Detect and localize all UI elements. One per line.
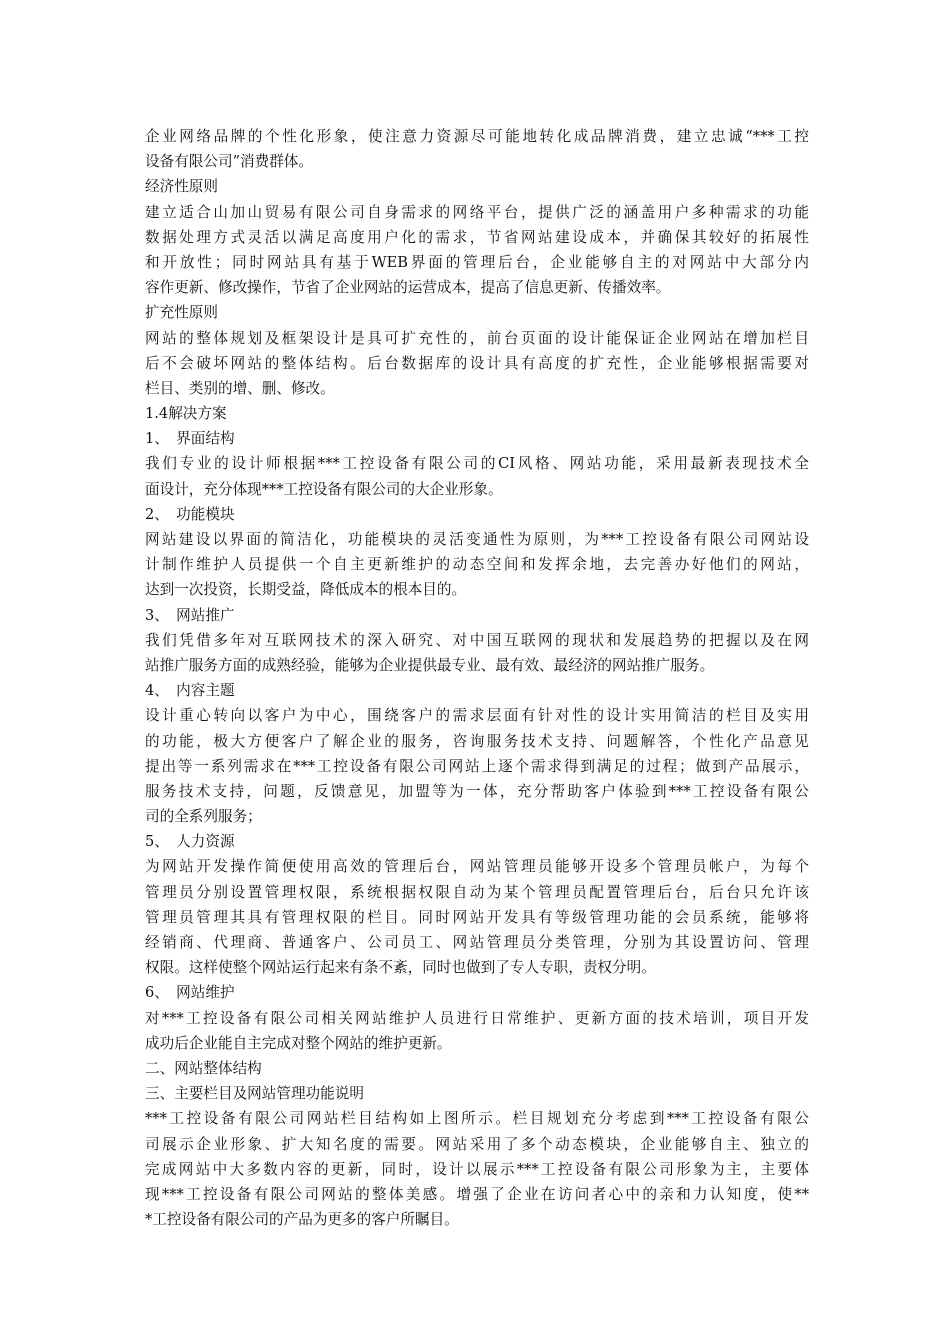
text-line: 站推广服务方面的成熟经验，能够为企业提供最专业、最有效、最经济的网站推广服务。 [145,656,715,674]
text-line: 网站建设以界面的简洁化，功能模块的灵活变通性为原则，为***工控设备有限公司网站设 [145,531,809,548]
text-line: 管理员分别设置管理权限，系统根据权限自动为某个管理员配置管理后台，后台只允许该 [145,883,809,901]
text-line: 为网站开发操作简便使用高效的管理后台，网站管理员能够开设多个管理员帐户，为每个 [145,858,809,876]
text-line: 服务技术支持，问题，反馈意见，加盟等为一体，充分帮助客户体验到***工控设备有限公 [145,782,809,800]
text-line: 4、 内容主题 [145,682,235,700]
text-line: 设计重心转向以客户为中心，围绕客户的需求层面有针对性的设计实用简洁的栏目及实用 [145,707,809,725]
text-line: 数据处理方式灵活以满足高度用户化的需求，节省网站建设成本，并确保其较好的拓展性 [145,228,809,246]
text-line: 现***工控设备有限公司网站的整体美感。增强了企业在访问者心中的亲和力认知度，使** [145,1185,809,1203]
text-line: 我们专业的设计师根据***工控设备有限公司的CI风格、网站功能，采用最新表现技术全 [145,455,809,473]
text-line: 成功后企业能自主完成对整个网站的维护更新。 [145,1034,452,1052]
text-line: 权限。这样使整个网站运行起来有条不紊，同时也做到了专人专职，责权分明。 [145,959,656,977]
text-line: 网站的整体规划及框架设计是具可扩充性的，前台页面的设计能保证企业网站在增加栏目 [145,329,809,347]
text-line: 5、 人力资源 [145,833,235,851]
text-line: 容作更新、修改操作，节省了企业网站的运营成本，提高了信息更新、传播效率。 [145,279,671,297]
text-line: 3、 网站推广 [145,606,235,624]
text-line: 司的全系列服务； [145,808,262,826]
text-line: 二、网站整体结构 [145,1059,262,1077]
text-line: 6、 网站维护 [145,984,235,1002]
text-line: 管理员管理其具有管理权限的栏目。同时网站开发具有等级管理功能的会员系统，能够将 [145,908,809,926]
text-line: 面设计，充分体现***工控设备有限公司的大企业形象。 [145,480,503,498]
text-line: 企业网络品牌的个性化形象，使注意力资源尽可能地转化成品牌消费，建立忠诚“***工控 [145,128,809,145]
text-line: 和开放性；同时网站具有基于WEB界面的管理后台，企业能够自主的对网站中大部分内 [145,253,809,271]
text-line: 栏目、类别的增、删、修改。 [145,379,335,397]
text-line: 的功能，极大方便客户了解企业的服务，咨询服务技术支持、问题解答，个性化产品意见 [145,732,809,750]
text-line: 我们凭借多年对互联网技术的深入研究、对中国互联网的现状和发展趋势的把握以及在网 [145,631,809,649]
text-line: 经济性原则 [145,178,218,196]
text-line: 完成网站中大多数内容的更新，同时，设计以展示***工控设备有限公司形象为主，主要体 [145,1160,809,1178]
text-line: 扩充性原则 [145,304,218,322]
text-line: 设备有限公司”消费群体。 [145,153,313,171]
text-line: 达到一次投资，长期受益，降低成本的根本目的。 [145,581,467,599]
text-line: 提出等一系列需求在***工控设备有限公司网站上逐个需求得到满足的过程；做到产品展示， [145,757,809,775]
text-line: ***工控设备有限公司网站栏目结构如上图所示。栏目规划充分考虑到***工控设备有限公 [145,1110,809,1128]
text-line: *工控设备有限公司的产品为更多的客户所瞩目。 [145,1211,459,1229]
text-line: 计制作维护人员提供一个自主更新维护的动态空间和发挥余地，去完善办好他们的网站， [145,556,809,574]
text-line: 1、 界面结构 [145,430,235,448]
text-line: 2、 功能模块 [145,505,235,523]
document-page [145,124,809,1232]
text-line: 经销商、代理商、普通客户、公司员工、网站管理员分类管理，分别为其设置访问、管理 [145,934,809,951]
text-line: 建立适合山加山贸易有限公司自身需求的网络平台，提供广泛的涵盖用户多种需求的功能 [145,203,809,221]
text-line: 司展示企业形象、扩大知名度的需要。网站采用了多个动态模块，企业能够自主、独立的 [145,1135,809,1153]
text-line: 三、主要栏目及网站管理功能说明 [145,1085,364,1103]
text-line: 对***工控设备有限公司相关网站维护人员进行日常维护、更新方面的技术培训，项目开发 [145,1009,809,1027]
text-line: 1.4解决方案 [145,405,227,423]
text-line: 后不会破坏网站的整体结构。后台数据库的设计具有高度的扩充性，企业能够根据需要对 [145,354,809,372]
